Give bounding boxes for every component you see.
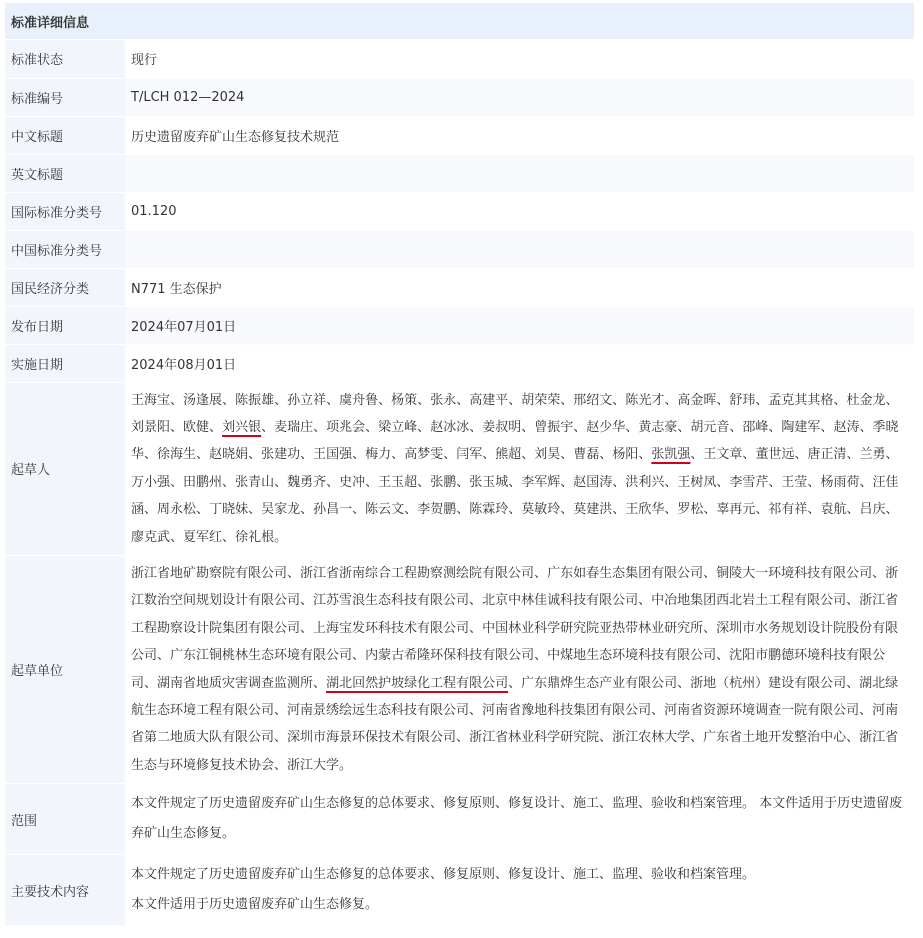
list-item: 罗松 — [677, 502, 704, 518]
list-separator: 、 — [560, 392, 574, 408]
list-separator: 、 — [196, 447, 210, 463]
field-label: 国民经济分类 — [5, 268, 125, 306]
list-item: 杨雨荷 — [820, 474, 860, 490]
list-item: 汤逢展 — [183, 392, 223, 408]
list-item: 浙江省地矿勘察院有限公司 — [131, 565, 288, 581]
list-separator: 、 — [313, 675, 327, 691]
list-separator: 、 — [846, 593, 860, 609]
list-item: 广东省土地开发整治中心 — [703, 730, 847, 746]
list-item: 赵国涛 — [573, 474, 613, 490]
list-item: 王欣华 — [625, 502, 665, 518]
row-number — [5, 78, 914, 116]
drafters-list — [125, 382, 914, 555]
list-item: 广东如春生态集团有限公司 — [547, 565, 704, 581]
list-item: 李贺鹏 — [417, 502, 457, 518]
list-item: 河南省资源环境调查一院有限公司 — [664, 702, 860, 718]
list-separator: 、 — [469, 620, 483, 636]
list-separator: 、 — [170, 392, 184, 408]
list-separator: 、 — [170, 474, 184, 490]
list-item: 张凯强 — [651, 447, 691, 463]
list-separator: 、 — [378, 392, 392, 408]
list-item: 廖克武 — [131, 529, 171, 545]
list-item: 陈云文 — [365, 502, 405, 518]
list-item: 赵涛 — [833, 419, 860, 435]
list-item: 孙昌一 — [313, 502, 353, 518]
list-item: 张青山 — [235, 474, 275, 490]
list-item: 杨策 — [391, 392, 418, 408]
field-label: 范围 — [5, 784, 125, 855]
detail-table — [5, 40, 914, 926]
list-separator: 、 — [222, 474, 236, 490]
list-separator: 、 — [768, 474, 782, 490]
row-units — [5, 555, 914, 783]
list-item: 姜叔明 — [482, 419, 522, 435]
list-item: 陶建军 — [781, 419, 821, 435]
list-item: 河南省豫地科技集团有限公司 — [482, 702, 652, 718]
list-item: 中煤地生态环境科技有限公司 — [547, 648, 717, 664]
list-item: 梁立峰 — [378, 419, 418, 435]
list-separator: 、 — [222, 529, 236, 545]
list-item: 浙地（杭州）建设有限公司 — [690, 675, 847, 691]
list-item: 刘景阳 — [131, 419, 171, 435]
list-item: 袁航 — [820, 502, 847, 518]
list-separator: 、 — [352, 447, 366, 463]
list-separator: 、 — [716, 474, 730, 490]
list-item: 深圳市海景环保技术有限公司 — [287, 730, 457, 746]
list-separator: 、 — [651, 702, 665, 718]
list-item: 万小强 — [131, 474, 171, 490]
list-separator: 、 — [352, 648, 366, 664]
list-item: 张鹏 — [430, 474, 457, 490]
list-separator: 、 — [144, 447, 158, 463]
standard-number-value: T/LCH 012—2024 — [125, 78, 914, 116]
list-separator: 、 — [703, 565, 717, 581]
list-separator: 、 — [144, 675, 158, 691]
list-separator: 、 — [612, 502, 626, 518]
list-item: 祁有祥 — [768, 502, 808, 518]
list-separator: 、 — [456, 474, 470, 490]
row-publish-date — [5, 306, 914, 344]
list-item: 上海宝发环科技术有限公司 — [313, 620, 470, 636]
drafting-units-list — [125, 555, 914, 783]
list-item: 王莹 — [781, 474, 808, 490]
list-separator: 、 — [222, 392, 236, 408]
list-item: 赵冰冰 — [430, 419, 470, 435]
status-value: 现行 — [125, 40, 914, 78]
list-item: 史冲 — [339, 474, 366, 490]
list-separator: 、 — [196, 502, 210, 518]
list-separator: 、 — [521, 419, 535, 435]
list-separator: 、 — [859, 419, 873, 435]
list-item: 唐正清 — [807, 447, 847, 463]
list-separator: 、 — [170, 419, 184, 435]
field-label: 实施日期 — [5, 344, 125, 382]
list-separator: 、 — [560, 447, 574, 463]
list-item: 欧健 — [183, 419, 210, 435]
list-separator: 、 — [664, 474, 678, 490]
panel-title: 标准详细信息 — [5, 3, 914, 40]
list-separator: 、 — [846, 730, 860, 746]
economy-value: N771 生态保护 — [125, 268, 914, 306]
list-separator: 、 — [807, 502, 821, 518]
list-separator: 、 — [573, 419, 587, 435]
list-separator: 、 — [261, 419, 275, 435]
list-item: 湖北回然护坡绿化工程有限公司 — [326, 675, 509, 691]
list-separator: 、 — [300, 620, 314, 636]
row-ccs — [5, 230, 914, 268]
tech-content-line: 本文件规定了历史遗留废弃矿山生态修复的总体要求、修复原则、修复设计、施工、监理、验收和档案管理。 — [131, 867, 756, 883]
list-separator: 、 — [664, 392, 678, 408]
list-separator: 、 — [456, 392, 470, 408]
list-separator: 、 — [729, 419, 743, 435]
list-separator: 、 — [170, 529, 184, 545]
list-separator: 、 — [274, 757, 288, 773]
list-separator: 、 — [417, 392, 431, 408]
list-separator: 、 — [820, 419, 834, 435]
list-separator: 。 — [274, 529, 288, 545]
list-item: 吕庆 — [859, 502, 886, 518]
list-separator: 、 — [300, 593, 314, 609]
list-separator: 、 — [846, 447, 860, 463]
row-scope — [5, 784, 914, 855]
list-separator: 、 — [846, 675, 860, 691]
list-item: 项兆会 — [326, 419, 366, 435]
list-separator: 、 — [599, 730, 613, 746]
list-separator: 、 — [690, 730, 704, 746]
list-separator: 、 — [716, 392, 730, 408]
list-separator: 、 — [508, 502, 522, 518]
row-ics — [5, 192, 914, 230]
list-item: 张永 — [430, 392, 457, 408]
field-label: 主要技术内容 — [5, 855, 125, 926]
list-item: 麦瑞庄 — [274, 419, 314, 435]
row-implement-date — [5, 344, 914, 382]
list-separator: 、 — [755, 392, 769, 408]
list-item: 湖南省地质灾害调查监测所 — [157, 675, 314, 691]
list-item: 中国林业科学研究院亚热带林业研究所 — [482, 620, 704, 636]
list-item: 内蒙古希隆环保科技有限公司 — [365, 648, 535, 664]
list-item: 孟克其其格 — [768, 392, 834, 408]
list-separator: 、 — [794, 447, 808, 463]
list-item: 徐礼根 — [235, 529, 275, 545]
scope-value: 本文件规定了历史遗留废弃矿山生态修复的总体要求、修复原则、修复设计、施工、监理、验收和档案管理。 本文件适用于历史遗留废弃矿山生态修复。 — [125, 784, 914, 855]
list-item: 广东鼎烨生态产业有限公司 — [521, 675, 678, 691]
list-separator: 、 — [677, 675, 691, 691]
list-separator: 、 — [404, 502, 418, 518]
list-separator: 、 — [872, 565, 886, 581]
list-separator: 、 — [690, 447, 704, 463]
standard-detail-panel — [5, 3, 914, 926]
list-item: 邢绍文 — [573, 392, 613, 408]
field-label: 英文标题 — [5, 154, 125, 192]
ics-value: 01.120 — [125, 192, 914, 230]
list-item: 广东江铜桃林生态环境有限公司 — [170, 648, 353, 664]
list-item: 胡荣荣 — [521, 392, 561, 408]
list-item: 陈光才 — [625, 392, 665, 408]
list-separator: 、 — [508, 474, 522, 490]
list-separator: 、 — [456, 730, 470, 746]
en-title-value — [125, 154, 914, 192]
list-separator: 、 — [391, 447, 405, 463]
list-item: 李军辉 — [521, 474, 561, 490]
list-separator: 、 — [885, 502, 899, 518]
list-item: 杨阳 — [612, 447, 639, 463]
list-separator: 、 — [859, 474, 873, 490]
list-separator: 、 — [560, 502, 574, 518]
list-separator: 、 — [664, 502, 678, 518]
list-item: 张建功 — [261, 447, 301, 463]
list-separator: 、 — [274, 392, 288, 408]
list-separator: 、 — [807, 474, 821, 490]
list-item: 季晓华 — [131, 419, 899, 463]
tech-content — [125, 855, 914, 926]
list-separator: 、 — [859, 702, 873, 718]
list-item: 舒玮 — [729, 392, 756, 408]
list-item: 洪利兴 — [625, 474, 665, 490]
list-separator: 、 — [534, 565, 548, 581]
list-separator: 、 — [677, 419, 691, 435]
list-separator: 。 — [339, 757, 353, 773]
list-item: 铜陵大一环境科技有限公司 — [716, 565, 873, 581]
publish-date-value: 2024年07月01日 — [125, 306, 914, 344]
list-separator: 、 — [287, 565, 301, 581]
list-item: 高建平 — [469, 392, 509, 408]
list-separator: 、 — [560, 474, 574, 490]
list-separator: 、 — [703, 502, 717, 518]
field-label: 国际标准分类号 — [5, 192, 125, 230]
list-separator: 、 — [638, 447, 652, 463]
list-separator: 、 — [443, 447, 457, 463]
list-separator: 、 — [716, 648, 730, 664]
list-item: 夏军红 — [183, 529, 223, 545]
list-item: 深圳市水务规划设计院股份有限公司 — [131, 620, 899, 664]
list-separator: 、 — [248, 502, 262, 518]
row-drafters — [5, 382, 914, 555]
list-separator: 、 — [612, 392, 626, 408]
list-item: 孙立祥 — [287, 392, 327, 408]
list-item: 王海宝 — [131, 392, 171, 408]
list-item: 胡元音 — [690, 419, 730, 435]
list-separator: 、 — [638, 593, 652, 609]
list-separator: 、 — [469, 702, 483, 718]
list-item: 北京中林佳诚科技有限公司 — [482, 593, 639, 609]
list-separator: 、 — [456, 502, 470, 518]
list-item: 曹磊 — [573, 447, 600, 463]
list-separator: 、 — [209, 419, 223, 435]
row-status — [5, 40, 914, 78]
row-en-title — [5, 154, 914, 192]
list-separator: 、 — [313, 419, 327, 435]
list-item: 高金晖 — [677, 392, 717, 408]
field-label: 标准编号 — [5, 78, 125, 116]
list-separator: 、 — [625, 419, 639, 435]
list-item: 辜再元 — [716, 502, 756, 518]
list-item: 李雪芹 — [729, 474, 769, 490]
list-item: 兰勇 — [859, 447, 886, 463]
list-item: 江苏雪浪生态科技有限公司 — [313, 593, 470, 609]
list-item: 熊超 — [495, 447, 522, 463]
list-item: 中冶地集团西北岩土工程有限公司 — [651, 593, 847, 609]
list-item: 浙江省工程勘察设计院集团有限公司 — [131, 593, 899, 636]
ccs-value — [125, 230, 914, 268]
list-separator: 、 — [521, 447, 535, 463]
list-item: 浙江农林大学 — [612, 730, 691, 746]
list-item: 河南省第二地质大队有限公司 — [131, 702, 899, 746]
list-separator: 、 — [417, 419, 431, 435]
list-item: 莫敏玲 — [521, 502, 561, 518]
list-item: 刘昊 — [534, 447, 561, 463]
list-item: 吴家龙 — [261, 502, 301, 518]
list-separator: 、 — [534, 648, 548, 664]
list-item: 湖北绿航生态环境工程有限公司 — [131, 675, 899, 718]
field-label: 起草人 — [5, 382, 125, 555]
list-separator: 、 — [365, 474, 379, 490]
field-label: 标准状态 — [5, 40, 125, 78]
list-item: 浙江数治空间规划设计有限公司 — [131, 565, 899, 609]
list-item: 陈霖玲 — [469, 502, 509, 518]
list-item: 汪佳涵 — [131, 474, 899, 518]
list-item: 虞舟鲁 — [339, 392, 379, 408]
list-separator: 、 — [885, 392, 899, 408]
tech-content-line: 本文件适用于历史遗留废弃矿山生态修复。 — [131, 897, 379, 913]
list-separator: 、 — [352, 502, 366, 518]
list-item: 河南景绣绘远生态科技有限公司 — [287, 702, 470, 718]
list-item: 田鹏州 — [183, 474, 223, 490]
list-separator: 、 — [755, 502, 769, 518]
field-label: 中文标题 — [5, 116, 125, 154]
list-separator: 、 — [274, 730, 288, 746]
list-item: 莫建洪 — [573, 502, 613, 518]
list-item: 杜金龙 — [846, 392, 886, 408]
list-separator: 、 — [833, 392, 847, 408]
cn-title-value: 历史遗留废弃矿山生态修复技术规范 — [125, 116, 914, 154]
field-label: 起草单位 — [5, 555, 125, 783]
list-item: 沈阳市鹏德环境科技有限公司 — [131, 648, 886, 691]
list-item: 浙江大学 — [287, 757, 340, 773]
list-item: 徐海生 — [157, 447, 197, 463]
list-separator: 、 — [742, 447, 756, 463]
implement-date-value: 2024年08月01日 — [125, 344, 914, 382]
list-separator: 、 — [300, 502, 314, 518]
list-separator: 、 — [417, 474, 431, 490]
list-separator: 、 — [326, 392, 340, 408]
list-item: 浙江省生态与环境修复技术协会 — [131, 730, 899, 773]
list-separator: 、 — [365, 419, 379, 435]
field-label: 发布日期 — [5, 306, 125, 344]
list-separator: 、 — [144, 502, 158, 518]
list-separator: 、 — [248, 447, 262, 463]
list-separator: 、 — [157, 648, 171, 664]
list-separator: 、 — [885, 447, 899, 463]
list-item: 黄志豪 — [638, 419, 678, 435]
list-item: 赵少华 — [586, 419, 626, 435]
field-label: 中国标准分类号 — [5, 230, 125, 268]
row-tech — [5, 855, 914, 926]
list-item: 高梦雯 — [404, 447, 444, 463]
list-item: 陈振雄 — [235, 392, 275, 408]
list-separator: 、 — [846, 502, 860, 518]
list-item: 魏勇齐 — [287, 474, 327, 490]
list-item: 浙江省浙南综合工程勘察测绘院有限公司 — [300, 565, 535, 581]
row-cn-title — [5, 116, 914, 154]
list-item: 曾振宇 — [534, 419, 574, 435]
list-separator: 、 — [469, 419, 483, 435]
list-item: 刘兴银 — [222, 419, 262, 435]
list-separator: 、 — [300, 447, 314, 463]
list-item: 王树凤 — [677, 474, 717, 490]
row-economy — [5, 268, 914, 306]
list-item: 王国强 — [313, 447, 353, 463]
list-item: 邵峰 — [742, 419, 769, 435]
list-separator: 、 — [482, 447, 496, 463]
list-separator: 、 — [703, 620, 717, 636]
list-separator: 、 — [508, 675, 522, 691]
list-separator: 、 — [612, 474, 626, 490]
list-separator: 、 — [274, 474, 288, 490]
list-item: 赵晓娟 — [209, 447, 249, 463]
list-separator: 、 — [274, 702, 288, 718]
list-item: 王玉超 — [378, 474, 418, 490]
list-item: 梅力 — [365, 447, 392, 463]
list-item: 董世远 — [755, 447, 795, 463]
list-item: 张玉城 — [469, 474, 509, 490]
list-separator: 、 — [469, 593, 483, 609]
list-item: 闫军 — [456, 447, 483, 463]
list-item: 周永松 — [157, 502, 197, 518]
list-item: 丁晓妹 — [209, 502, 249, 518]
list-separator: 、 — [326, 474, 340, 490]
list-separator: 、 — [768, 419, 782, 435]
list-separator: 、 — [599, 447, 613, 463]
list-separator: 、 — [508, 392, 522, 408]
list-item: 王文章 — [703, 447, 743, 463]
list-item: 浙江省林业科学研究院 — [469, 730, 600, 746]
